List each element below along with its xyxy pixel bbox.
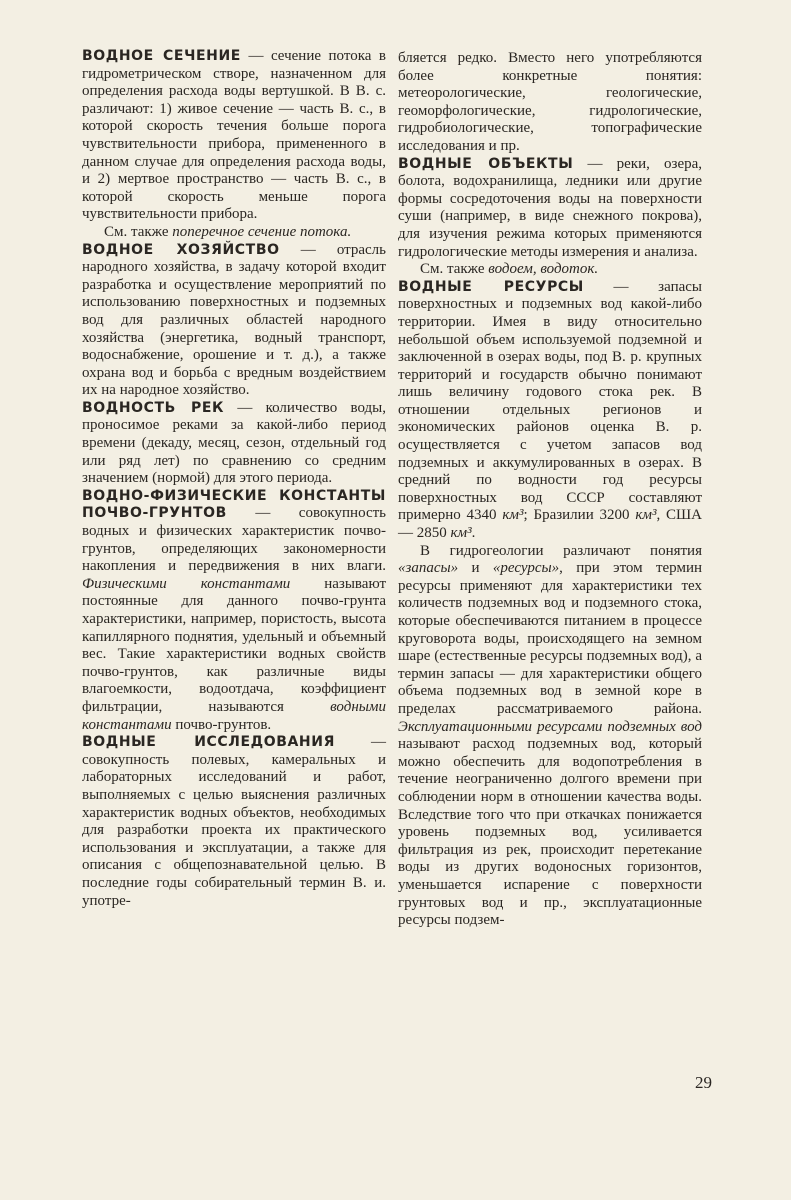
paragraph-text: В гидрогеологии различают понятия xyxy=(420,542,702,559)
right-column xyxy=(398,50,702,930)
see-also xyxy=(398,261,702,279)
left-column xyxy=(82,48,386,910)
unit: км³ xyxy=(635,507,657,524)
entry-vodno-fizicheskie-konstanty xyxy=(82,488,386,734)
paragraph-italic: Эксплуатационными ресурсами подземных вод xyxy=(398,718,702,735)
entry-text: ; Бразилии 3200 xyxy=(523,507,636,524)
entry-text: — запасы поверхностных и подземных вод какой-либо территории. Имея в виду относительно небольшой объем используемой подземной и заключенной в озерах воды, под В. р. крупных территорий и государств обычно понимают лишь величину годового стока рек. В отношении отдельных регионов и экономических районов оценка В. р. осуществляется с учетом запасов вод подземных и аккумулированных в озерах. В средний по водности год ресурсы поверхностных вод СССР составляют примерно 4340 xyxy=(398,278,702,524)
unit: км³ xyxy=(450,525,472,542)
paragraph-text: и xyxy=(458,560,493,577)
page-number: 29 xyxy=(695,1073,712,1092)
entry-text: — количество воды, проносимое реками за какой-либо период времени (декаду, месяц, сезон, отдельный год или ряд лет) по сравнению со средним значением (нормой) для этого периода. xyxy=(82,399,386,487)
paragraph-text: называют расход подземных вод, который можно обеспечить для водопотребления в течение неограниченно долгого времени при соблюдении норм в отношении качества воды. Вследствие того что при откачках понижается уровень подземных вод, усиливается фильтрация из рек, происходит перетекание воды из других водоносных горизонтов, уменьшается испарение с поверхности грунтовых вод и пр., эксплуатационные ресурсы подзем- xyxy=(398,736,702,929)
paragraph-italic: «ресурсы» xyxy=(492,560,560,577)
entry-term: ВОДНОЕ СЕЧЕНИЕ xyxy=(82,48,241,64)
entry-text: — реки, озера, болота, водохранилища, ледники или другие формы сосредоточения воды на поверхности суши (например, в виде снежного покрова), для изучения режима которых применяются гидрологические методы измерения и анализа. xyxy=(398,155,703,260)
paragraph-italic: «запасы» xyxy=(398,560,459,577)
entry-italic: водными константами xyxy=(82,698,386,733)
entry-text: , США — 2850 xyxy=(398,507,702,542)
entry-italic: Физическими константами xyxy=(82,575,291,592)
entry-vodnye-obekty xyxy=(398,156,702,262)
entry-term: ВОДНО-ФИЗИЧЕСКИЕ КОНСТАНТЫ ПОЧВО-ГРУНТОВ xyxy=(82,487,386,522)
entry-vodnoe-hozyaystvo xyxy=(82,242,386,400)
entry-term: ВОДНОЕ ХОЗЯЙСТВО xyxy=(82,241,280,258)
see-also-label: См. также xyxy=(420,261,489,278)
entry-text: называют постоянные для данного почво-грунта характеристики, например, пористость, высота капиллярного поднятия, удельный и объемный вес. Такие характеристики водных свойств почво-грунтов, как различные виды влагоемкости, водоотдача, коэффициент фильтрации, называются xyxy=(82,575,387,715)
unit: км³ xyxy=(502,507,524,524)
entry-text: почво-грунтов. xyxy=(171,716,272,733)
entry-text: — отрасль народного хозяйства, в задачу которой входит разработка и осуществление мероприятий по использованию поверхностных и подземных вод для различных областей народного хозяйства (энергетика, водный транспорт, водоснабжение, орошение и т. д.), а также охрана вод и борьба с вредным воздействием их на народное хозяйство. xyxy=(82,241,386,399)
entry-term: ВОДНЫЕ ОБЪЕКТЫ xyxy=(398,155,574,172)
hydrogeology-paragraph xyxy=(398,543,702,930)
entry-term: ВОДНЫЕ РЕСУРСЫ xyxy=(398,278,584,295)
entry-text: — совокупность водных и физических характеристик почво-грунтов, определяющих закономерности накопления и передвижения в них влаги. xyxy=(82,505,386,575)
entry-term: ВОДНЫЕ ИССЛЕДОВАНИЯ xyxy=(82,734,335,751)
entry-vodnye-issledovaniya xyxy=(82,734,386,910)
see-also-ref: поперечное сечение потока. xyxy=(172,223,352,240)
see-also-label: См. также xyxy=(104,223,173,240)
entry-text: — совокупность полевых, камеральных и лабораторных исследований и работ, выполняемых с целью выяснения различных характеристик водных объектов, необходимых для разработки проекта их практического использования и эксплуатации, а также для описания с общепознавательной целью. В последние годы собирательный термин В. и. употре- xyxy=(82,734,386,909)
entry-term: ВОДНОСТЬ РЕК xyxy=(82,399,225,416)
paragraph-text: , при этом термин ресурсы применяют для характеристики тех количеств подземных вод и подземного стока, которые обеспечиваются питанием в процессе круговорота воды, происходящего на земном шаре (естественные ресурсы подземных вод), а термин запасы — для характеристики общего объема подземных вод в земной коре в пределах рассматриваемого района. xyxy=(398,560,703,717)
entry-vodnost-rek xyxy=(82,400,386,488)
entry-text: . xyxy=(471,525,476,542)
see-also xyxy=(82,224,386,242)
entry-text: — сечение потока в гидрометрическом створе, назначенном для определения расхода воды вертушкой. В В. с. различают: 1) живое сечение — часть В. с., в которой скорость течения больше порога чувствительности прибора, примененного в данном случае для определения расхода воды, и 2) мертвое пространство — часть В. с., в которой скорость меньше порога чувствительности прибора. xyxy=(82,48,386,223)
entry-vodnye-resursy xyxy=(398,279,702,543)
continued-text: бляется редко. Вместо него употребляются более конкретные понятия: метеорологические, геологические, геоморфологические, гидрологические, гидробиологические, топографические исследования и пр. xyxy=(398,50,702,154)
entry-vodnoe-sechenie xyxy=(82,48,386,224)
see-also-ref: водоем, водоток. xyxy=(488,261,599,278)
